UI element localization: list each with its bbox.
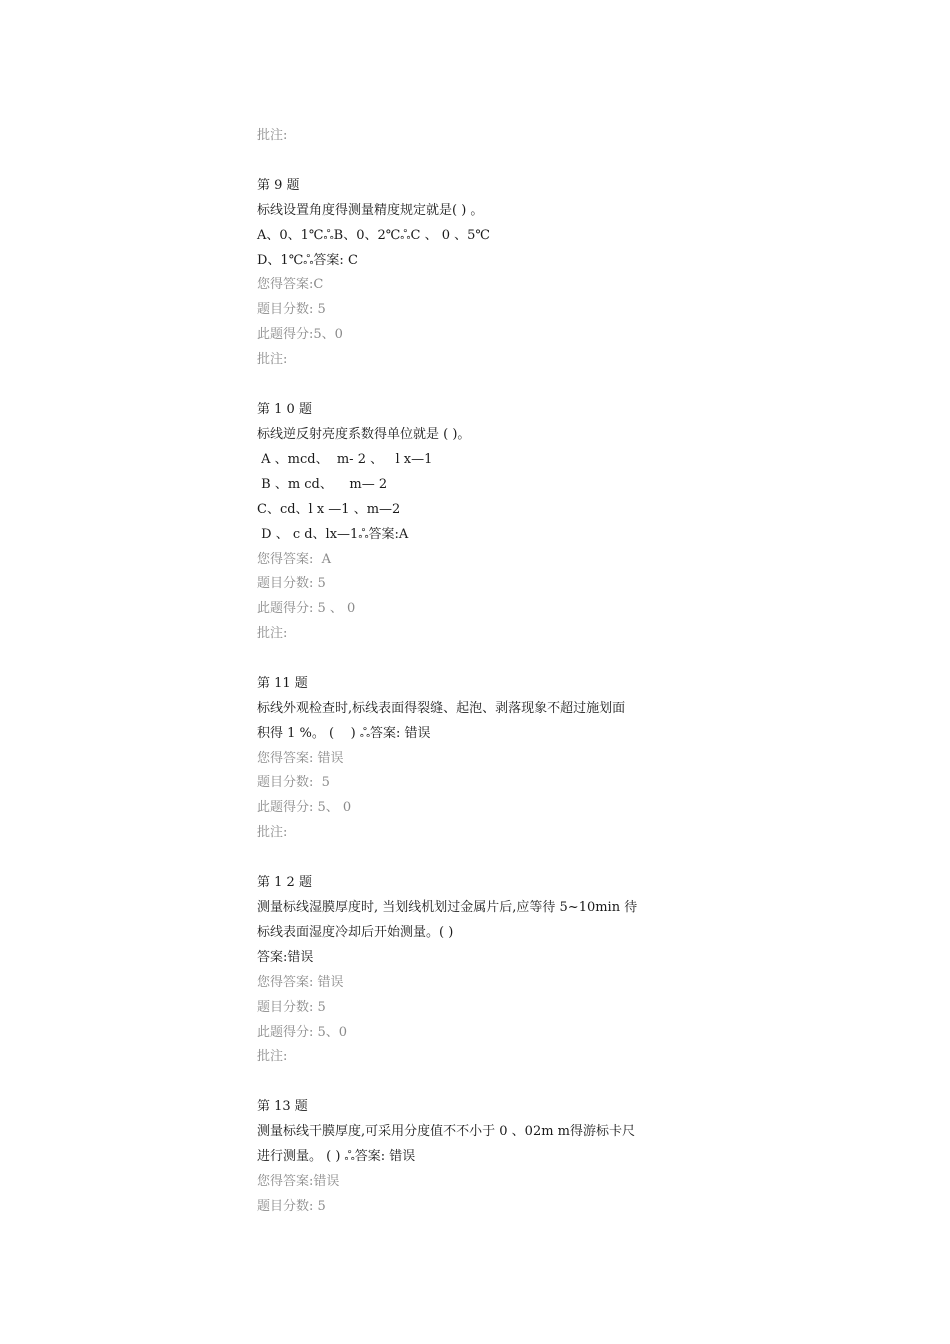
your-answer: 您得答案:错误: [257, 1174, 340, 1189]
option-line: B 、m cd、 m— 2: [257, 477, 388, 492]
question-number: 第 1 2 题: [257, 875, 312, 890]
question-number: 第 1 0 题: [257, 402, 312, 417]
question-number: 第 9 题: [257, 178, 300, 193]
comment-label: 批注:: [257, 352, 288, 367]
your-answer: 您得答案: 错误: [257, 975, 344, 990]
score-earned: 此题得分: 5、 0: [257, 800, 352, 815]
question-text-answer: 积得 1 %。 ( ) ஃ答案: 错误: [257, 726, 431, 741]
question-number: 第 11 题: [257, 676, 308, 691]
question-text-answer: 进行测量。 ( ) ஃ答案: 错误: [257, 1149, 416, 1164]
question-text: 标线外观检查时,标线表面得裂缝、起泡、剥落现象不超过施划面: [257, 701, 626, 716]
your-answer: 您得答案: 错误: [257, 751, 344, 766]
question-score: 题目分数: 5: [257, 1199, 326, 1214]
question-score: 题目分数: 5: [257, 576, 326, 591]
question-score: 题目分数: 5: [257, 1000, 326, 1015]
question-score: 题目分数: 5: [257, 775, 330, 790]
comment-label: 批注:: [257, 825, 288, 840]
your-answer: 您得答案:C: [257, 277, 324, 292]
question-text: 测量标线干膜厚度,可采用分度值不不小于 0 、02m m得游标卡尺: [257, 1124, 635, 1139]
correct-answer: 答案:错误: [257, 950, 314, 965]
score-earned: 此题得分: 5 、 0: [257, 601, 356, 616]
comment-label: 批注:: [257, 128, 288, 143]
option-line: A、0、1℃ஃB、0、2℃ஃC 、 0 、5℃: [257, 228, 490, 243]
option-answer-line: D 、 c d、lx—1ஃ答案:A: [257, 527, 409, 542]
option-line: C、cd、l x —1 、m—2: [257, 502, 401, 517]
question-number: 第 13 题: [257, 1099, 308, 1114]
question-text: 标线设置角度得测量精度规定就是( ) 。: [257, 203, 484, 218]
option-answer-line: D、1℃ஃ答案: C: [257, 253, 358, 268]
score-earned: 此题得分:5、0: [257, 327, 343, 342]
comment-label: 批注:: [257, 1049, 288, 1064]
option-line: A 、mcd、 m- 2 、 l x—1: [257, 452, 433, 467]
question-text: 标线逆反射亮度系数得单位就是 ( )。: [257, 427, 471, 442]
your-answer: 您得答案: A: [257, 552, 332, 567]
question-text: 标线表面湿度冷却后开始测量。( ): [257, 925, 454, 940]
score-earned: 此题得分: 5、0: [257, 1025, 348, 1040]
comment-label: 批注:: [257, 626, 288, 641]
question-score: 题目分数: 5: [257, 302, 326, 317]
question-text: 测量标线湿膜厚度时, 当划线机划过金属片后,应等待 5~10min 待: [257, 900, 638, 915]
